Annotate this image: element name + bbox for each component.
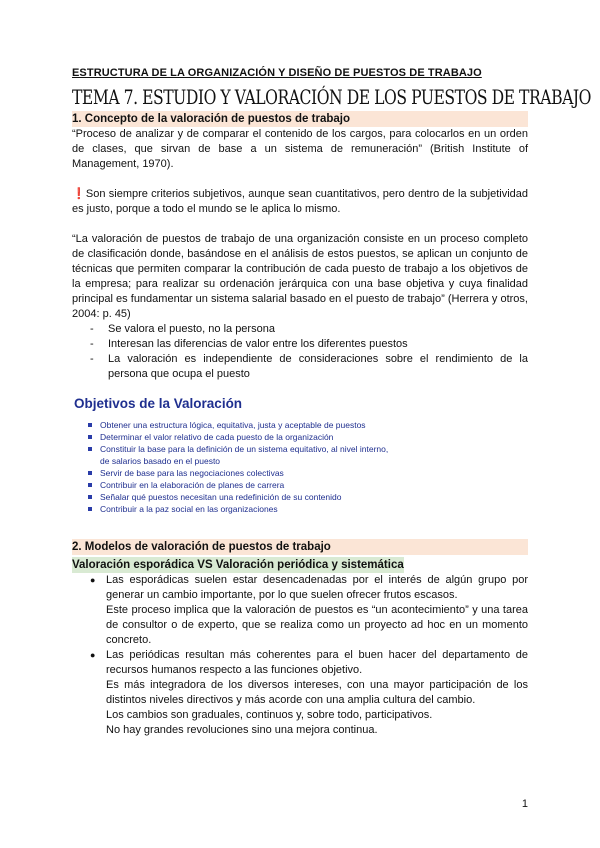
valuation-types-list (72, 573, 528, 738)
objective-item: Obtener una estructura lógica, equitativa, justa y aceptable de puestos (88, 419, 400, 431)
warning-paragraph (72, 187, 528, 217)
bullet-text: ● Las periódicas resultan más coherentes para el buen hacer del departamento de recursos humanos respecto a las funciones objetivo. (106, 649, 528, 676)
tema-title: TEMA 7. ESTUDIO Y VALORACIÓN DE LOS PUESTOS DE TRABAJO (72, 85, 591, 109)
objective-item: Servir de base para las negociaciones colectivas (88, 467, 400, 479)
objectives-title: Objetivos de la Valoración (74, 396, 243, 411)
objective-item: Determinar el valor relativo de cada puesto de la organización (88, 431, 400, 443)
list-item: - La valoración es independiente de consideraciones sobre el rendimiento de la persona que ocupa el puesto (90, 352, 528, 382)
warning-text: Son siempre criterios subjetivos, aunque sean cuantitativos, pero dentro de la subjetividad es justo, porque a todo el mundo se le aplica lo mismo. (72, 188, 528, 215)
list-item: - Se valora el puesto, no la persona (90, 322, 528, 337)
bullet-text: Este proceso implica que la valoración de puestos es “un acontecimiento” y una tarea de consultor o de experto, que se realiza como un proyecto ad hoc en un momento concreto. (106, 604, 528, 646)
quote-herrera: “La valoración de puestos de trabajo de una organización consiste en un proceso completo de clasificación donde, basándose en el análisis de estos puestos, se aplican un conjunto de técnicas que permiten comparar la contribución de cada puesto de trabajo a los objetivos de la empresa; para realizar su ordenación jerárquica con una base objetiva y cuya finalidad principal es fundamentar un sistema salarial basado en el puesto de trabajo” (Herrera y otros, 2004: p. 45) (72, 233, 528, 320)
bullet-text: Es más integradora de los diversos intereses, con una mayor participación de los distintos niveles directivos y más acorde con una amplia cultura del cambio. (106, 679, 528, 706)
page-number: 1 (521, 798, 528, 810)
bullet-text: No hay grandes revoluciones sino una mejora continua. (106, 724, 378, 736)
list-item (90, 648, 528, 738)
objective-item: Contribuir en la elaboración de planes de carrera (88, 479, 400, 491)
concept-points (72, 322, 528, 382)
document-page (72, 66, 591, 738)
section2-subheading: Valoración esporádica VS Valoración periódica y sistemática (72, 559, 404, 571)
bullet-text: Los cambios son graduales, continuos y, sobre todo, participativos. (106, 709, 433, 721)
objective-item: Contribuir a la paz social en las organizaciones (88, 503, 400, 515)
exclamation-icon: ❗ (72, 188, 86, 200)
bullet-text: ● Las esporádicas suelen estar desencadenadas por el interés de algún grupo por generar un cambio importante, por lo que suelen ofrecer frutos escasos. (106, 574, 528, 601)
quote-british-institute: “Proceso de analizar y de comparar el contenido de los cargos, para colocarlos en un orden de clases, que sirvan de base a un sistema de remuneración” (British Institute of Management, 1970). (72, 128, 528, 170)
objectives-figure (72, 396, 528, 515)
section2-heading: 2. Modelos de valoración de puestos de trabajo (72, 539, 528, 555)
list-item: - Interesan las diferencias de valor entre los diferentes puestos (90, 337, 528, 352)
objective-item: Constituir la base para la definición de un sistema equitativo, al nivel interno, de salarios basado en el puesto (88, 443, 400, 467)
objectives-list (72, 419, 528, 515)
objective-item: Señalar qué puestos necesitan una redefinición de su contenido (88, 491, 400, 503)
section1-heading: 1. Concepto de la valoración de puestos de trabajo (72, 111, 528, 127)
list-item (90, 573, 528, 648)
course-title: ESTRUCTURA DE LA ORGANIZACIÓN Y DISEÑO DE PUESTOS DE TRABAJO (72, 67, 482, 79)
